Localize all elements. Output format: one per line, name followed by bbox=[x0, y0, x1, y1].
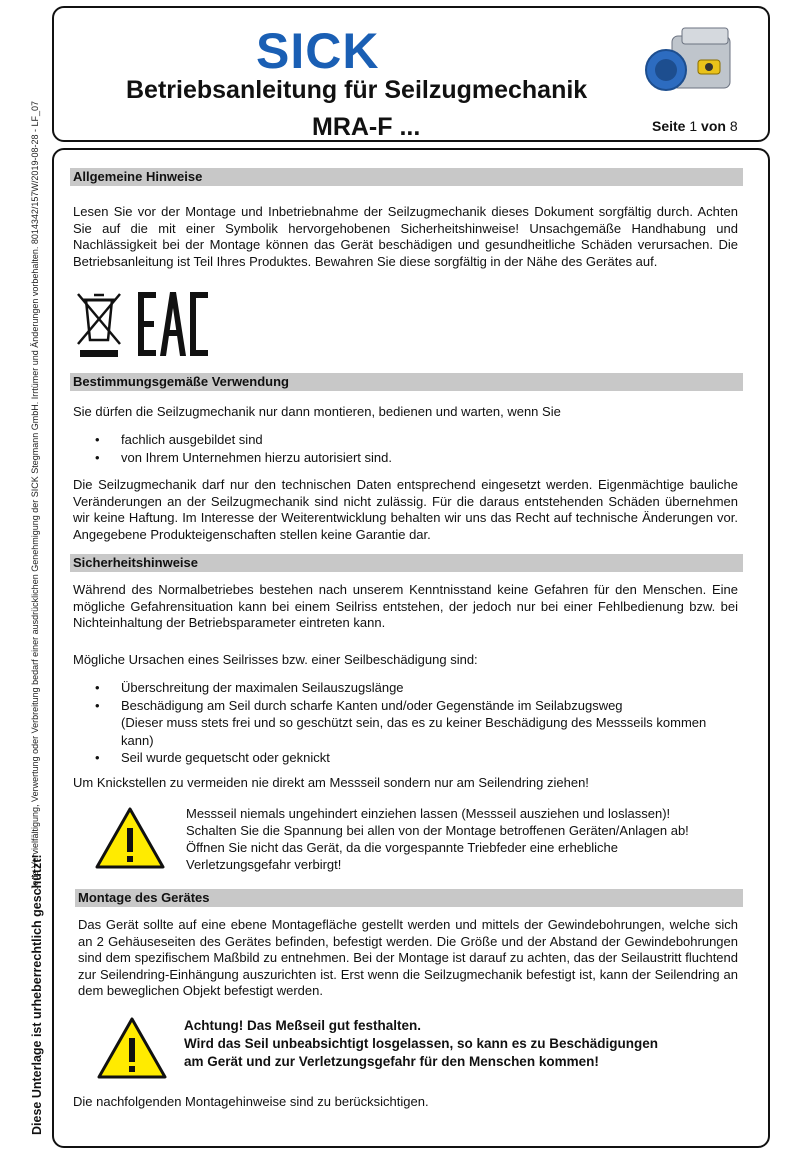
product-name: MRA-F ... bbox=[312, 113, 421, 141]
product-image bbox=[638, 22, 746, 102]
warning-triangle-icon bbox=[94, 806, 166, 870]
eac-mark-icon bbox=[136, 290, 210, 360]
sick-logo: SICK bbox=[256, 23, 380, 79]
section-heading-general: Allgemeine Hinweise bbox=[70, 168, 743, 186]
list-item: • von Ihrem Unternehmen hierzu autorisiert sind. bbox=[73, 449, 738, 467]
svg-text:EAC: EAC bbox=[136, 290, 139, 291]
protected-notice: Diese Unterlage ist urheberrechtlich geschützt! bbox=[30, 854, 44, 1135]
copyright-note: Jede Vervielfältigung, Verwertung oder Verbreitung bedarf einer ausdrücklichen Genehmigung der SICK Stegmann GmbH. Irrtümer und Änderungen vorbehalten. 8014342/157W/2019-08-28 - LF_07 bbox=[30, 101, 40, 890]
causes-bullet-list bbox=[73, 679, 738, 767]
usage-bullet-list bbox=[73, 431, 738, 466]
kink-note: Um Knickstellen zu vermeiden nie direkt am Messseil sondern nur am Seilendring ziehen! bbox=[73, 775, 589, 790]
page-number: Seite 1 von 8 bbox=[652, 118, 738, 134]
list-item: • Seil wurde gequetscht oder geknickt bbox=[73, 749, 738, 767]
side-margin bbox=[0, 0, 52, 1167]
weee-bin-icon bbox=[74, 290, 124, 360]
usage-intro: Sie dürfen die Seilzugmechanik nur dann montieren, bedienen und warten, wenn Sie bbox=[73, 404, 561, 419]
general-text: Lesen Sie vor der Montage und Inbetriebnahme der Seilzugmechanik dieses Dokument sorgfältig durch. Achten Sie auf die mit einer Symbolik hervorgehobenen Sicherheitshinweise! Unsachgemäße Handhabung und Nachlässigkeit bei der Montage können das Gerät beschädigen und gesundheitliche Schäden verursachen. Die Betriebsanleitung ist Teil Ihres Produktes. Bewahren Sie diese sorgfältig in der Nähe des Gerätes auf. bbox=[73, 204, 738, 269]
warning-triangle-icon bbox=[96, 1016, 168, 1080]
causes-intro: Mögliche Ursachen eines Seilrisses bzw. einer Seilbeschädigung sind: bbox=[73, 652, 478, 667]
section-heading-usage: Bestimmungsgemäße Verwendung bbox=[70, 373, 743, 391]
mounting-warning-text: Achtung! Das Meßseil gut festhalten. Wird das Seil unbeabsichtigt losgelassen, so kann es zu Beschädigungen am Gerät und zur Verletzungsgefahr für den Menschen kommen! bbox=[184, 1018, 658, 1069]
list-item: • fachlich ausgebildet sind bbox=[73, 431, 738, 449]
safety-text: Während des Normalbetriebes bestehen nach unserem Kenntnisstand keine Gefahren für den Menschen. Eine mögliche Gefahrensituation kann bei einem Seilriss entstehen, der jedoch nur bei einer Fehlbedienung bzw. bei Nichteinhaltung der Betriebsparameter eintreten kann. bbox=[73, 582, 738, 631]
list-item: • Beschädigung am Seil durch scharfe Kanten und/oder Gegenstände im Seilabzugsweg (Dieser muss stets frei und so geschützt sein, das es zu keiner Beschädigung des Messseils kommen kann) bbox=[73, 697, 738, 750]
document-title: Betriebsanleitung für Seilzugmechanik bbox=[126, 76, 588, 104]
list-item: • Überschreitung der maximalen Seilauszugslänge bbox=[73, 679, 738, 697]
safety-warning-text: Messseil niemals ungehindert einziehen lassen (Messseil ausziehen und loslassen)! Schalten Sie die Spannung bei allen von der Montage betroffenen Geräten/Anlagen ab! Öffnen Sie nicht das Gerät, da die vorgespannte Triebfeder eine erhebliche Verletzungsgefahr verbirgt! bbox=[186, 806, 689, 872]
usage-text: Die Seilzugmechanik darf nur den technischen Daten entsprechend eingesetzt werden. Eigenmächtige bauliche Veränderungen an der Seilzugmechanik sind nicht zulässig. Für die daraus entstehenden Schäden übernehmen wir keine Haftung. Im Interesse der Weiterentwicklung behalten wir uns das Recht auf technische Änderungen vor. Angegebene Produkteigenschaften stellen keine Garantie dar. bbox=[73, 477, 738, 542]
mounting-text: Das Gerät sollte auf eine ebene Montagefläche gestellt werden und mittels der Gewindebohrungen, welche sich an 2 Gehäuseseiten des Gerätes befinden, befestigt werden. Die Größe und der Abstand der Gewindebohrungen sind dem spezifischem Maßbild zu entnehmen. Bei der Montage ist darauf zu achten, das der Seilaustritt fluchtend zur Seilendring-Einhängung auszurichten ist. Erst wenn die Seilzugmechanik befestigt ist, kann der Seilendring an dem beweglichen Objekt befestigt werden. bbox=[78, 917, 738, 999]
section-heading-mounting: Montage des Gerätes bbox=[75, 889, 743, 907]
bullet-note: (Dieser muss stets frei und so geschützt sein, das es zu keiner Beschädigung des Messseils kommen kann) bbox=[121, 715, 707, 748]
mounting-footer-note: Die nachfolgenden Montagehinweise sind zu berücksichtigen. bbox=[73, 1094, 429, 1109]
section-heading-safety: Sicherheitshinweise bbox=[70, 554, 743, 572]
